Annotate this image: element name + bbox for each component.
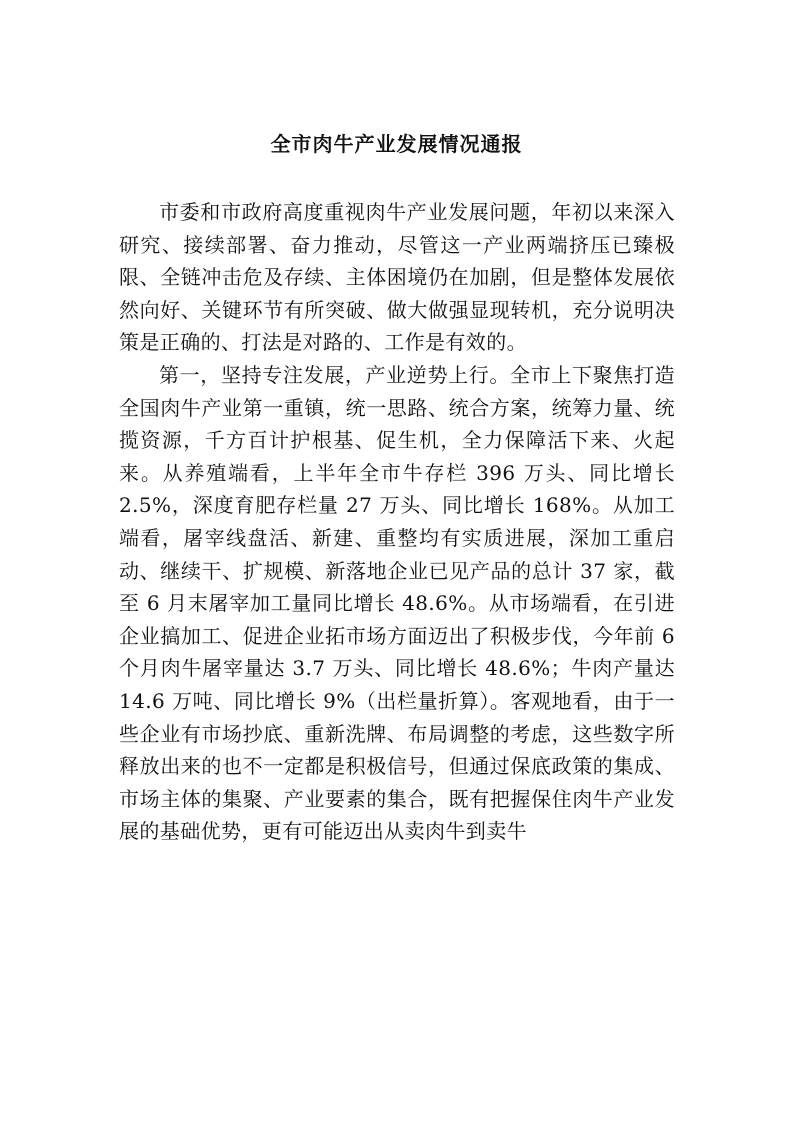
paragraph-intro: 市委和市政府高度重视肉牛产业发展问题，年初以来深入研究、接续部署、奋力推动，尽管这一产业两端挤压已臻极限、全链冲击危及存续、主体困境仍在加剧，但是整体发展依然向好、关键环节有所突破、做大做强显现转机，充分说明决策是正确的、打法是对路的、工作是有效的。 bbox=[119, 200, 675, 355]
document-title: 全市肉牛产业发展情况通报 bbox=[270, 132, 523, 156]
paragraph-first-point: 第一，坚持专注发展，产业逆势上行。全市上下聚焦打造全国肉牛产业第一重镇，统一思路、统合方案，统筹力量、统揽资源，千方百计护根基、促生机，全力保障活下来、火起来。从养殖端看，上半年全市牛存栏 396 万头、同比增长 2.5%，深度育肥存栏量 27 万头、同比增长 168%。从加工端看，屠宰线盘活、新建、重整均有实质进展，深加工重启动、继续干、扩规模、新落地企业已见产品的总计 37 家，截至 6 月末屠宰加工量同比增长 48.6%。从市场端看，在引进企业搞加工、促进企业拓市场方面迈出了积极步伐，今年前 6 个月肉牛屠宰量达 3.7 万头、同比增长 48.6%；牛肉产量达 14.6 万吨、同比增长 9%（出栏量折算）。客观地看，由于一些企业有市场抄底、重新洗牌、布局调整的考虑，这些数字所释放出来的也不一定都是积极信号，但通过保底政策的集成、市场主体的集聚、产业要素的集合，既有把握保住肉牛产业发展的基础优势，更有可能迈出从卖肉牛到卖牛 bbox=[119, 362, 675, 844]
document-body bbox=[119, 196, 675, 848]
